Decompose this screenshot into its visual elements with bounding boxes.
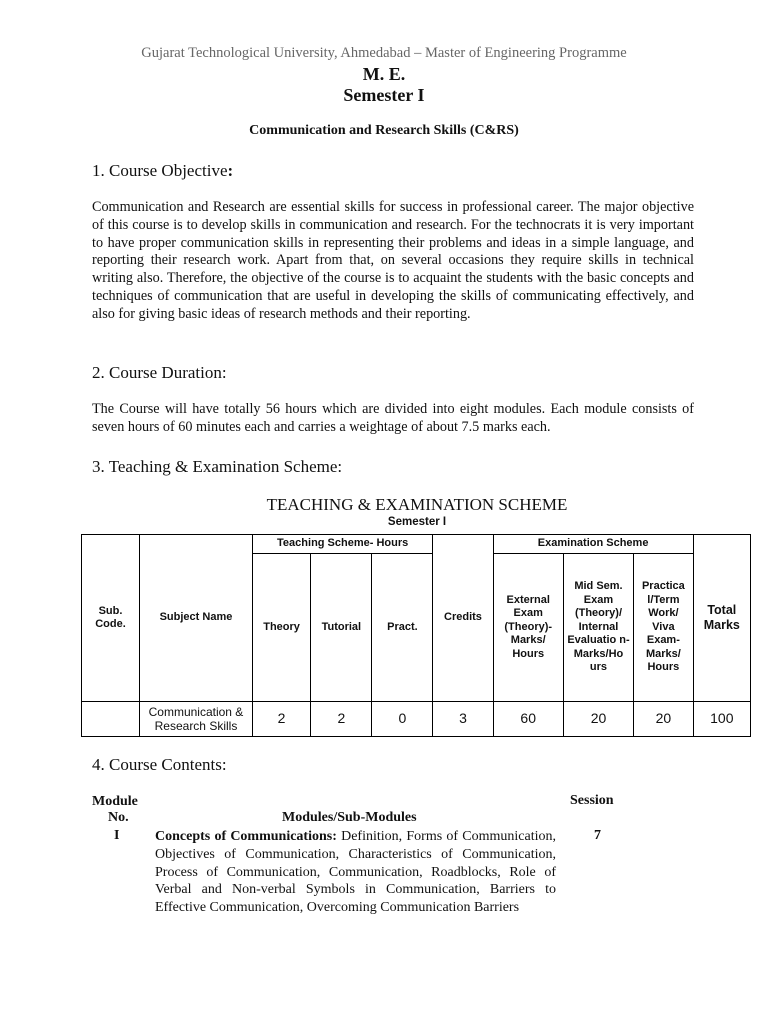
scheme-heading: 3. Teaching & Examination Scheme:	[92, 457, 343, 476]
module-body: Definition, Forms of Communication, Objectives of Communication, Characteristics of Communication, Process of Communication, Communication, Roadblocks, Role of Verbal and Non-verbal Symbols in Communication, Barriers to Effective Communication, Overcoming Communication Barriers	[155, 829, 556, 916]
header-tutorial: Tutorial	[311, 554, 372, 702]
module-number: I	[114, 828, 120, 843]
cell-practical: 20	[634, 702, 693, 737]
semester-title: Semester I	[343, 85, 425, 105]
header-sub-code: Sub. Code.	[82, 535, 140, 702]
table-row	[82, 702, 751, 737]
header-total-marks: Total Marks	[693, 535, 750, 702]
module-column-label: Module	[92, 794, 138, 809]
cell-subject: Communication & Research Skills	[140, 702, 253, 737]
cell-sub-code	[82, 702, 140, 737]
header-subject-name: Subject Name	[140, 535, 253, 702]
table-title: TEACHING & EXAMINATION SCHEME	[266, 495, 568, 514]
modules-column-header: Modules/Sub-Modules	[282, 810, 417, 825]
degree-title: M. E.	[362, 64, 406, 84]
header-credits: Credits	[433, 535, 493, 702]
table-subtitle: Semester I	[387, 516, 447, 528]
cell-credits: 3	[433, 702, 493, 737]
header-pract: Pract.	[372, 554, 433, 702]
objective-paragraph: Communication and Research are essential skills for success in professional career. The major objective of this course is to develop skills in communication and research. For the technocrats it is very important to have proper communication skills in representing their problems and ideas in a simple language, and reporting their research work. Apart from that, on several occasions they require skills in technical writing also. Therefore, the objective of the course is to acquaint the students with the basic concepts and techniques of communication that are useful in developing the skills of communicating effectively, and also for giving basic ideas of research methods and their reporting.	[92, 199, 694, 322]
header-practical-exam: Practica l/Term Work/ Viva Exam- Marks/ Hours	[634, 554, 693, 702]
contents-heading: 4. Course Contents:	[92, 755, 227, 774]
cell-theory: 2	[252, 702, 310, 737]
session-column-label: Session	[570, 793, 614, 808]
course-title: Communication and Research Skills (C&RS)	[249, 123, 519, 138]
cell-tutorial: 2	[311, 702, 372, 737]
header-midsem-exam: Mid Sem. Exam (Theory)/ Internal Evaluatio n- Marks/Ho urs	[563, 554, 633, 702]
scheme-table	[81, 534, 751, 737]
module-session: 7	[594, 828, 601, 843]
cell-total: 100	[693, 702, 750, 737]
objective-heading: 1. Course Objective:	[92, 161, 234, 180]
cell-pract: 0	[372, 702, 433, 737]
header-external-exam: External Exam (Theory)- Marks/ Hours	[493, 554, 563, 702]
running-header: Gujarat Technological University, Ahmedabad – Master of Engineering Programme	[141, 45, 627, 61]
module-title: Concepts of Communications:	[155, 829, 337, 844]
duration-paragraph: The Course will have totally 56 hours which are divided into eight modules. Each module consists of seven hours of 60 minutes each and carries a weightage of about 7.5 marks each.	[92, 401, 694, 435]
module-description	[155, 828, 556, 917]
header-examination-scheme: Examination Scheme	[493, 535, 693, 554]
module-no-label: No.	[108, 810, 129, 825]
header-theory: Theory	[252, 554, 310, 702]
header-teaching-scheme: Teaching Scheme- Hours	[252, 535, 432, 554]
cell-midsem: 20	[563, 702, 633, 737]
cell-external: 60	[493, 702, 563, 737]
duration-heading: 2. Course Duration:	[92, 363, 227, 382]
